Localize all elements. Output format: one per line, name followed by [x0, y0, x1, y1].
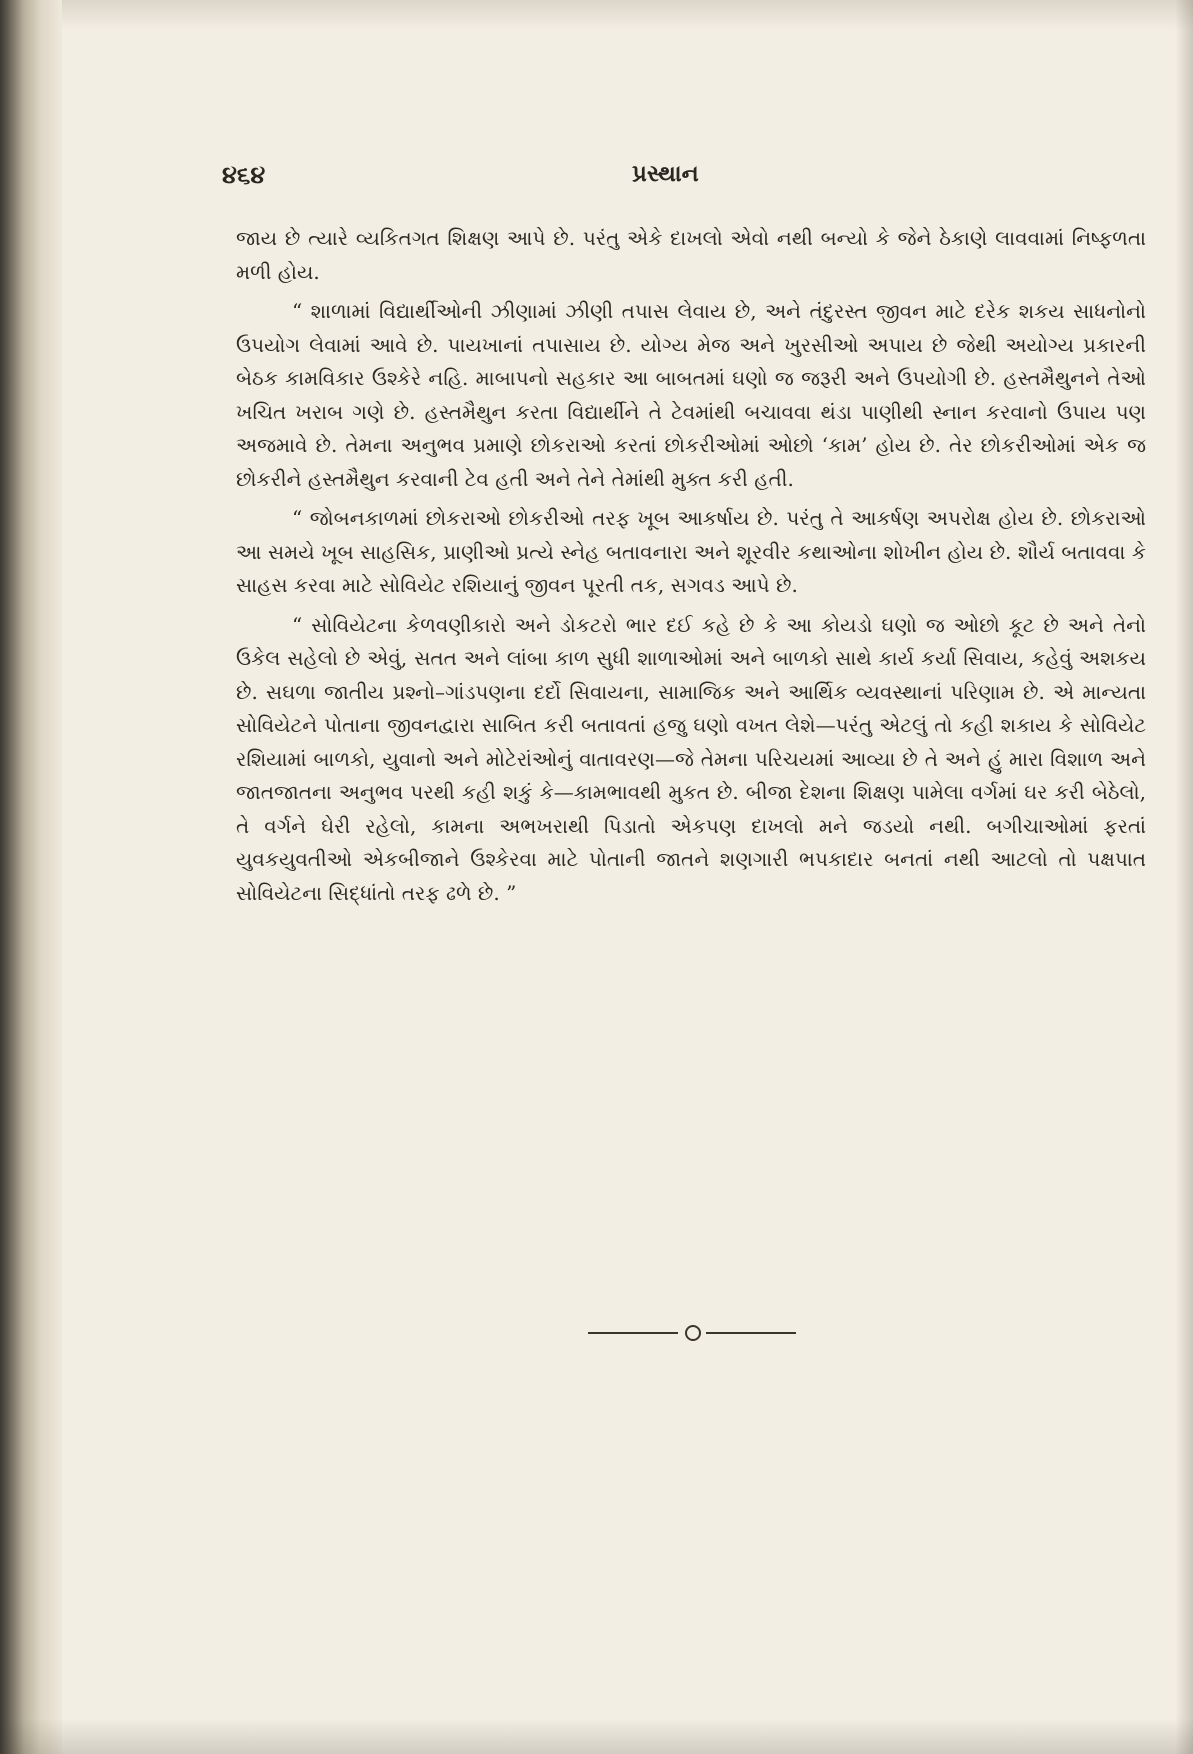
running-title: પ્રસ્થાન [632, 160, 699, 187]
paragraph-soviet-educators: “ સોવિયેટના કેળવણીકારો અને ડોકટરો ભાર દઈ કહે છે કે આ કોયડો ઘણો જ ઓછો કૂટ છે અને તેનો ઉકેલ સહેલો છે એવું, સતત અને લાંબા કાળ સુધી શાળાઓમાં અને બાળકો સાથે કાર્ય કર્યા સિવાય, કહેવું અશકય છે. સઘળા જાતીય પ્રશ્નો–ગાંડપણના દર્દો સિવાયના, સામાજિક અને આર્થિક વ્યવસ્થાનાં પરિણામ છે. એ માન્યતા સોવિયેટને પોતાના જીવનદ્વારા સાબિત કરી બતાવતાં હજુ ઘણો વખત લેશે—પરંતુ એટલું તો કહી શકાય કે સોવિયેટ રશિયામાં બાળકો, યુવાનો અને મોટેરાંઓનું વાતાવરણ—જે તેમના પરિચયમાં આવ્યા છે તે અને હું મારા વિશાળ અને જાતજાતના અનુભવ પરથી કહી શકું કે—કામભાવથી મુકત છે. બીજા દેશના શિક્ષણ પામેલા વર્ગમાં ઘર કરી બેઠેલો, તે વર્ગને ઘેરી રહેલો, કામના અભખરાથી પિડાતો એકપણ દાખલો મને જડયો નથી. બગીચાઓમાં ફરતાં યુવકયુવતીઓ એકબીજાને ઉશ્કેરવા માટે પોતાની જાતને શણગારી ભપકાદાર બનતાં નથી આટલો તો પક્ષપાત સોવિયેટના સિદ્ધાંતો તરફ ઢળે છે. ” [236, 612, 1146, 905]
page-bottom-shadow [0, 1718, 1193, 1754]
page-number: ૪૬૪ [222, 160, 266, 189]
page-right-shadow [1175, 0, 1193, 1754]
section-end-ornament [588, 1320, 796, 1346]
ornament-rule-left [588, 1332, 678, 1334]
page-header [222, 160, 1147, 200]
paragraph-continuation: જાય છે ત્યારે વ્યકિતગત શિક્ષણ આપે છે. પરંતુ એકે દાખલો એવો નથી બન્યો કે જેને ઠેકાણે લાવવામાં નિષ્ફળતા મળી હોય. [236, 226, 1146, 284]
paragraph-school-inspection: “ શાળામાં વિદ્યાર્થીઓની ઝીણામાં ઝીણી તપાસ લેવાય છે, અને તંદુરસ્ત જીવન માટે દરેક શકય સાધનોનો ઉપયોગ લેવામાં આવે છે. પાયખાનાં તપાસાય છે. યોગ્ય મેજ અને ખુરસીઓ અપાય છે જેથી અયોગ્ય પ્રકારની બેઠક કામવિકાર ઉશ્કેરે નહિ. માબાપનો સહકાર આ બાબતમાં ઘણો જ જરૂરી અને ઉપયોગી છે. હસ્તમૈથુનને તેઓ ખચિત ખરાબ ગણે છે. હસ્તમૈથુન કરતા વિદ્યાર્થીને તે ટેવમાંથી બચાવવા થંડા પાણીથી સ્નાન કરવાનો ઉપાય પણ અજમાવે છે. તેમના અનુભવ પ્રમાણે છોકરાઓ કરતાં છોકરીઓમાં ઓછો ‘કામ’ હોય છે. તેર છોકરીઓમાં એક જ છોકરીને હસ્તમૈથુન કરવાની ટેવ હતી અને તેને તેમાંથી મુક્ત કરી હતી. [236, 299, 1146, 491]
page-top-shadow [0, 0, 1193, 30]
ornament-circle-icon [685, 1325, 701, 1341]
book-gutter [0, 0, 62, 1754]
body-text [236, 222, 1146, 916]
ornament-rule-right [706, 1332, 796, 1334]
paragraph-youth-attraction: “ જોબનકાળમાં છોકરાઓ છોકરીઓ તરફ ખૂબ આકર્ષાય છે. પરંતુ તે આકર્ષણ અપરોક્ષ હોય છે. છોકરાઓ આ સમયે ખૂબ સાહસિક, પ્રાણીઓ પ્રત્યે સ્નેહ બતાવનારા અને શૂરવીર કથાઓના શોખીન હોય છે. શૌર્ય બતાવવા કે સાહસ કરવા માટે સોવિયેટ રશિયાનું જીવન પૂરતી તક, સગવડ આપે છે. [236, 506, 1146, 597]
